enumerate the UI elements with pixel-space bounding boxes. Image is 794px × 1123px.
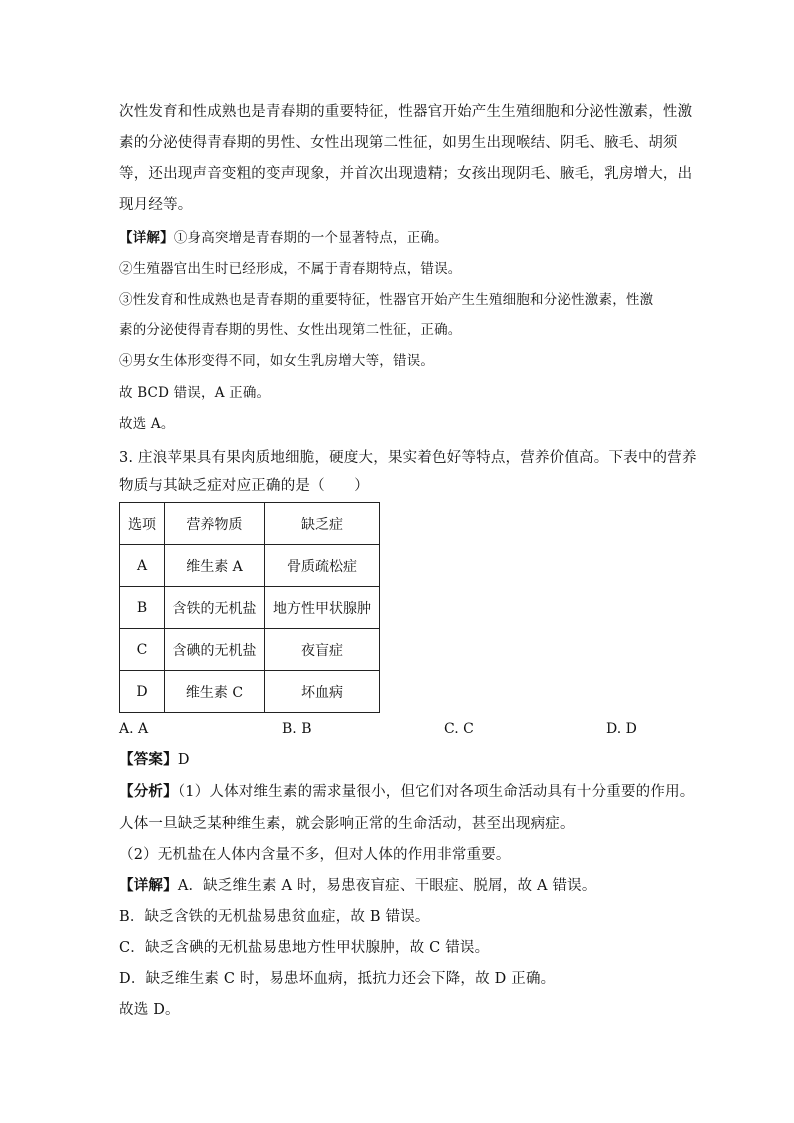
answer-value: D bbox=[177, 752, 190, 768]
table-cell: 维生素 C bbox=[165, 671, 265, 713]
options-table bbox=[119, 502, 380, 713]
table-cell: 含铁的无机盐 bbox=[165, 587, 265, 629]
analysis-line: 人体一旦缺乏某种维生素，就会影响正常的生命活动，甚至出现病症。 bbox=[119, 816, 575, 832]
choice-d: D. D bbox=[606, 721, 637, 737]
table-row bbox=[120, 629, 380, 671]
table-row bbox=[120, 587, 380, 629]
paragraph-line: 等，还出现声音变粗的变声现象，并首次出现遗精；女孩出现阴毛、腋毛，乳房增大，出 bbox=[119, 166, 693, 182]
detail-item: ④男女生体形变得不同，如女生乳房增大等，错误。 bbox=[119, 353, 435, 369]
analysis-tag: 【分析】 bbox=[119, 783, 178, 800]
analysis-line: （2）无机盐在人体内含量不多，但对人体的作用非常重要。 bbox=[119, 847, 511, 863]
detail-item: ③性发育和性成熟也是青春期的重要特征，性器官开始产生生殖细胞和分泌性激素，性激 bbox=[119, 292, 654, 308]
detail-line: D．缺乏维生素 C 时，易患坏血病，抵抗力还会下降，故 D 正确。 bbox=[119, 971, 556, 987]
table-cell: 夜盲症 bbox=[265, 629, 380, 671]
table-header-row bbox=[120, 503, 380, 545]
table-cell: 地方性甲状腺肿 bbox=[265, 587, 380, 629]
detail-item: 素的分泌使得青春期的男性、女性出现第二性征，正确。 bbox=[119, 322, 462, 338]
table-row bbox=[120, 671, 380, 713]
choice-b: B. B bbox=[282, 721, 312, 737]
question-stem: 物质与其缺乏症对应正确的是（ ） bbox=[119, 478, 369, 494]
table-row bbox=[120, 545, 380, 587]
detail-tag: 【详解】 bbox=[119, 877, 178, 894]
choice-a: A. A bbox=[119, 721, 149, 737]
choose-line: 故选 A。 bbox=[119, 416, 175, 432]
choice-c: C. C bbox=[444, 721, 474, 737]
choose-line: 故选 D。 bbox=[119, 1002, 180, 1018]
paragraph-line: 现月经等。 bbox=[119, 197, 193, 213]
paragraph-line: 素的分泌使得青春期的男性、女性出现第二性征，如男生出现喉结、阴毛、腋毛、胡须 bbox=[119, 135, 678, 151]
detail-text: A．缺乏维生素 A 时，易患夜盲症、干眼症、脱屑，故 A 错误。 bbox=[177, 878, 597, 894]
answer-line bbox=[119, 750, 190, 770]
detail-item: ②生殖器官出生时已经形成，不属于青春期特点，错误。 bbox=[119, 261, 462, 277]
table-header: 营养物质 bbox=[165, 503, 265, 545]
table-cell: B bbox=[120, 587, 165, 629]
detail-item bbox=[119, 228, 448, 248]
table-cell: 坏血病 bbox=[265, 671, 380, 713]
analysis-line bbox=[119, 782, 695, 802]
table-cell: 骨质疏松症 bbox=[265, 545, 380, 587]
detail-tag: 【详解】 bbox=[119, 230, 174, 246]
detail-line: B．缺乏含铁的无机盐易患贫血症，故 B 错误。 bbox=[119, 909, 430, 925]
detail-item-text: ①身高突增是青春期的一个显著特点，正确。 bbox=[173, 230, 448, 246]
paragraph-line: 次性发育和性成熟也是青春期的重要特征，性器官开始产生生殖细胞和分泌性激素，性激 bbox=[119, 104, 693, 120]
table-cell: 维生素 A bbox=[165, 545, 265, 587]
conclusion: 故 BCD 错误，A 正确。 bbox=[119, 385, 271, 401]
table-cell: A bbox=[120, 545, 165, 587]
table-header: 选项 bbox=[120, 503, 165, 545]
answer-tag: 【答案】 bbox=[119, 751, 178, 768]
question-stem: 3. 庄浪苹果具有果肉质地细脆，硬度大，果实着色好等特点，营养价值高。下表中的营养 bbox=[119, 450, 697, 466]
table-cell: D bbox=[120, 671, 165, 713]
table-cell: C bbox=[120, 629, 165, 671]
detail-line: C．缺乏含碘的无机盐易患地方性甲状腺肿，故 C 错误。 bbox=[119, 940, 490, 956]
table-header: 缺乏症 bbox=[265, 503, 380, 545]
analysis-text: （1）人体对维生素的需求量很小，但它们对各项生命活动具有十分重要的作用。 bbox=[177, 784, 695, 800]
detail-line bbox=[119, 876, 597, 896]
table-cell: 含碘的无机盐 bbox=[165, 629, 265, 671]
